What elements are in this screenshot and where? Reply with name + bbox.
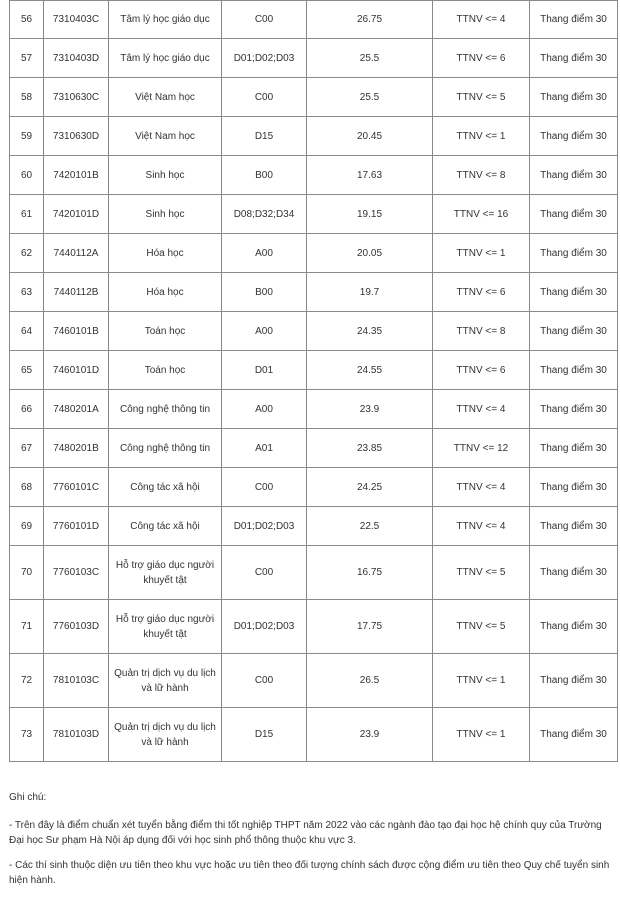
table-row — [10, 156, 618, 195]
table-row — [10, 234, 618, 273]
table-row — [10, 78, 618, 117]
subject-combination-cell: C00 — [222, 546, 307, 600]
note-item: - Trên đây là điểm chuẩn xét tuyển bằng điểm thi tốt nghiệp THPT năm 2022 vào các ngành đào tạo đại học hệ chính quy của Trường Đại học Sư phạm Hà Nội áp dụng đối với học sinh phổ thông thuộc khu vực 3. — [9, 820, 602, 846]
major-code-cell: 7420101B — [44, 156, 109, 195]
table-row — [10, 351, 618, 390]
subject-combination-cell: A00 — [222, 234, 307, 273]
benchmark-score-cell: 17.75 — [307, 600, 433, 654]
major-code-cell: 7310630D — [44, 117, 109, 156]
priority-order-cell: TTNV <= 5 — [433, 600, 530, 654]
stt-cell: 65 — [10, 351, 44, 390]
major-name-cell: Hỗ trợ giáo dục người khuyết tật — [109, 600, 222, 654]
subject-combination-cell: D15 — [222, 117, 307, 156]
table-row — [10, 600, 618, 654]
priority-order-cell: TTNV <= 6 — [433, 39, 530, 78]
priority-order-cell: TTNV <= 4 — [433, 390, 530, 429]
major-name-cell: Tâm lý học giáo dục — [109, 39, 222, 78]
stt-cell: 61 — [10, 195, 44, 234]
stt-cell: 67 — [10, 429, 44, 468]
notes-title: Ghi chú: — [9, 792, 47, 803]
major-code-cell: 7760103C — [44, 546, 109, 600]
subject-combination-cell: D15 — [222, 708, 307, 762]
priority-order-cell: TTNV <= 1 — [433, 234, 530, 273]
table-row — [10, 117, 618, 156]
stt-cell: 70 — [10, 546, 44, 600]
subject-combination-cell: C00 — [222, 78, 307, 117]
benchmark-score-cell: 19.15 — [307, 195, 433, 234]
benchmark-score-cell: 16.75 — [307, 546, 433, 600]
benchmark-score-cell: 20.45 — [307, 117, 433, 156]
score-scale-cell: Thang điểm 30 — [530, 156, 618, 195]
subject-combination-cell: D01 — [222, 351, 307, 390]
benchmark-score-cell: 23.9 — [307, 390, 433, 429]
stt-cell: 62 — [10, 234, 44, 273]
benchmark-score-cell: 20.05 — [307, 234, 433, 273]
score-scale-cell: Thang điểm 30 — [530, 654, 618, 708]
priority-order-cell: TTNV <= 6 — [433, 351, 530, 390]
subject-combination-cell: A01 — [222, 429, 307, 468]
stt-cell: 60 — [10, 156, 44, 195]
major-name-cell: Việt Nam học — [109, 117, 222, 156]
major-code-cell: 7310403C — [44, 1, 109, 39]
admission-score-table — [9, 0, 618, 762]
priority-order-cell: TTNV <= 5 — [433, 546, 530, 600]
score-scale-cell: Thang điểm 30 — [530, 273, 618, 312]
subject-combination-cell: A00 — [222, 390, 307, 429]
score-scale-cell: Thang điểm 30 — [530, 1, 618, 39]
priority-order-cell: TTNV <= 12 — [433, 429, 530, 468]
major-code-cell: 7440112B — [44, 273, 109, 312]
major-name-cell: Tâm lý học giáo dục — [109, 1, 222, 39]
score-scale-cell: Thang điểm 30 — [530, 195, 618, 234]
major-name-cell: Công tác xã hội — [109, 507, 222, 546]
major-name-cell: Hóa học — [109, 234, 222, 273]
benchmark-score-cell: 23.9 — [307, 708, 433, 762]
stt-cell: 56 — [10, 1, 44, 39]
subject-combination-cell: C00 — [222, 1, 307, 39]
table-row — [10, 273, 618, 312]
benchmark-score-cell: 17.63 — [307, 156, 433, 195]
subject-combination-cell: C00 — [222, 654, 307, 708]
stt-cell: 66 — [10, 390, 44, 429]
priority-order-cell: TTNV <= 8 — [433, 156, 530, 195]
major-name-cell: Sinh học — [109, 156, 222, 195]
benchmark-score-cell: 23.85 — [307, 429, 433, 468]
major-name-cell: Hóa học — [109, 273, 222, 312]
subject-combination-cell: D01;D02;D03 — [222, 39, 307, 78]
table-row — [10, 312, 618, 351]
priority-order-cell: TTNV <= 1 — [433, 708, 530, 762]
priority-order-cell: TTNV <= 4 — [433, 468, 530, 507]
major-code-cell: 7480201B — [44, 429, 109, 468]
major-code-cell: 7760103D — [44, 600, 109, 654]
major-name-cell: Việt Nam học — [109, 78, 222, 117]
benchmark-score-cell: 26.5 — [307, 654, 433, 708]
benchmark-score-cell: 19.7 — [307, 273, 433, 312]
major-name-cell: Công nghệ thông tin — [109, 429, 222, 468]
priority-order-cell: TTNV <= 6 — [433, 273, 530, 312]
subject-combination-cell: D01;D02;D03 — [222, 507, 307, 546]
benchmark-score-cell: 25.5 — [307, 39, 433, 78]
major-code-cell: 7420101D — [44, 195, 109, 234]
benchmark-score-cell: 22.5 — [307, 507, 433, 546]
priority-order-cell: TTNV <= 4 — [433, 507, 530, 546]
priority-order-cell: TTNV <= 8 — [433, 312, 530, 351]
major-code-cell: 7440112A — [44, 234, 109, 273]
notes-section — [9, 790, 617, 898]
major-code-cell: 7480201A — [44, 390, 109, 429]
subject-combination-cell: C00 — [222, 468, 307, 507]
priority-order-cell: TTNV <= 16 — [433, 195, 530, 234]
major-name-cell: Công nghệ thông tin — [109, 390, 222, 429]
benchmark-score-cell: 26.75 — [307, 1, 433, 39]
score-scale-cell: Thang điểm 30 — [530, 600, 618, 654]
priority-order-cell: TTNV <= 4 — [433, 1, 530, 39]
benchmark-score-cell: 24.55 — [307, 351, 433, 390]
major-code-cell: 7760101D — [44, 507, 109, 546]
major-code-cell: 7310630C — [44, 78, 109, 117]
score-scale-cell: Thang điểm 30 — [530, 351, 618, 390]
priority-order-cell: TTNV <= 1 — [433, 654, 530, 708]
subject-combination-cell: A00 — [222, 312, 307, 351]
score-scale-cell: Thang điểm 30 — [530, 507, 618, 546]
benchmark-score-cell: 25.5 — [307, 78, 433, 117]
major-name-cell: Sinh học — [109, 195, 222, 234]
table-body — [10, 1, 618, 762]
subject-combination-cell: D08;D32;D34 — [222, 195, 307, 234]
stt-cell: 58 — [10, 78, 44, 117]
subject-combination-cell: D01;D02;D03 — [222, 600, 307, 654]
major-code-cell: 7810103C — [44, 654, 109, 708]
major-name-cell: Quản trị dịch vụ du lịch và lữ hành — [109, 708, 222, 762]
stt-cell: 73 — [10, 708, 44, 762]
note-item: - Các thí sinh thuộc diện ưu tiên theo khu vực hoặc ưu tiên theo đối tượng chính sách được cộng điểm ưu tiên theo Quy chế tuyển sinh hiện hành. — [9, 860, 610, 886]
stt-cell: 57 — [10, 39, 44, 78]
major-name-cell: Toán học — [109, 312, 222, 351]
score-scale-cell: Thang điểm 30 — [530, 546, 618, 600]
major-code-cell: 7310403D — [44, 39, 109, 78]
benchmark-score-cell: 24.25 — [307, 468, 433, 507]
priority-order-cell: TTNV <= 5 — [433, 78, 530, 117]
score-scale-cell: Thang điểm 30 — [530, 429, 618, 468]
major-code-cell: 7760101C — [44, 468, 109, 507]
table-row — [10, 195, 618, 234]
stt-cell: 69 — [10, 507, 44, 546]
stt-cell: 64 — [10, 312, 44, 351]
priority-order-cell: TTNV <= 1 — [433, 117, 530, 156]
table-row — [10, 390, 618, 429]
benchmark-score-cell: 24.35 — [307, 312, 433, 351]
stt-cell: 71 — [10, 600, 44, 654]
table-row — [10, 468, 618, 507]
score-scale-cell: Thang điểm 30 — [530, 390, 618, 429]
subject-combination-cell: B00 — [222, 273, 307, 312]
score-scale-cell: Thang điểm 30 — [530, 708, 618, 762]
score-scale-cell: Thang điểm 30 — [530, 39, 618, 78]
major-name-cell: Công tác xã hội — [109, 468, 222, 507]
stt-cell: 72 — [10, 654, 44, 708]
score-scale-cell: Thang điểm 30 — [530, 312, 618, 351]
major-name-cell: Quản trị dịch vụ du lịch và lữ hành — [109, 654, 222, 708]
major-code-cell: 7460101D — [44, 351, 109, 390]
stt-cell: 68 — [10, 468, 44, 507]
table-row — [10, 39, 618, 78]
score-scale-cell: Thang điểm 30 — [530, 234, 618, 273]
subject-combination-cell: B00 — [222, 156, 307, 195]
major-name-cell: Hỗ trợ giáo dục người khuyết tật — [109, 546, 222, 600]
table-row — [10, 1, 618, 39]
major-code-cell: 7810103D — [44, 708, 109, 762]
table-row — [10, 546, 618, 600]
major-code-cell: 7460101B — [44, 312, 109, 351]
table-row — [10, 507, 618, 546]
score-scale-cell: Thang điểm 30 — [530, 468, 618, 507]
table-row — [10, 708, 618, 762]
score-scale-cell: Thang điểm 30 — [530, 117, 618, 156]
table-row — [10, 429, 618, 468]
stt-cell: 63 — [10, 273, 44, 312]
table-row — [10, 654, 618, 708]
stt-cell: 59 — [10, 117, 44, 156]
major-name-cell: Toán học — [109, 351, 222, 390]
score-scale-cell: Thang điểm 30 — [530, 78, 618, 117]
